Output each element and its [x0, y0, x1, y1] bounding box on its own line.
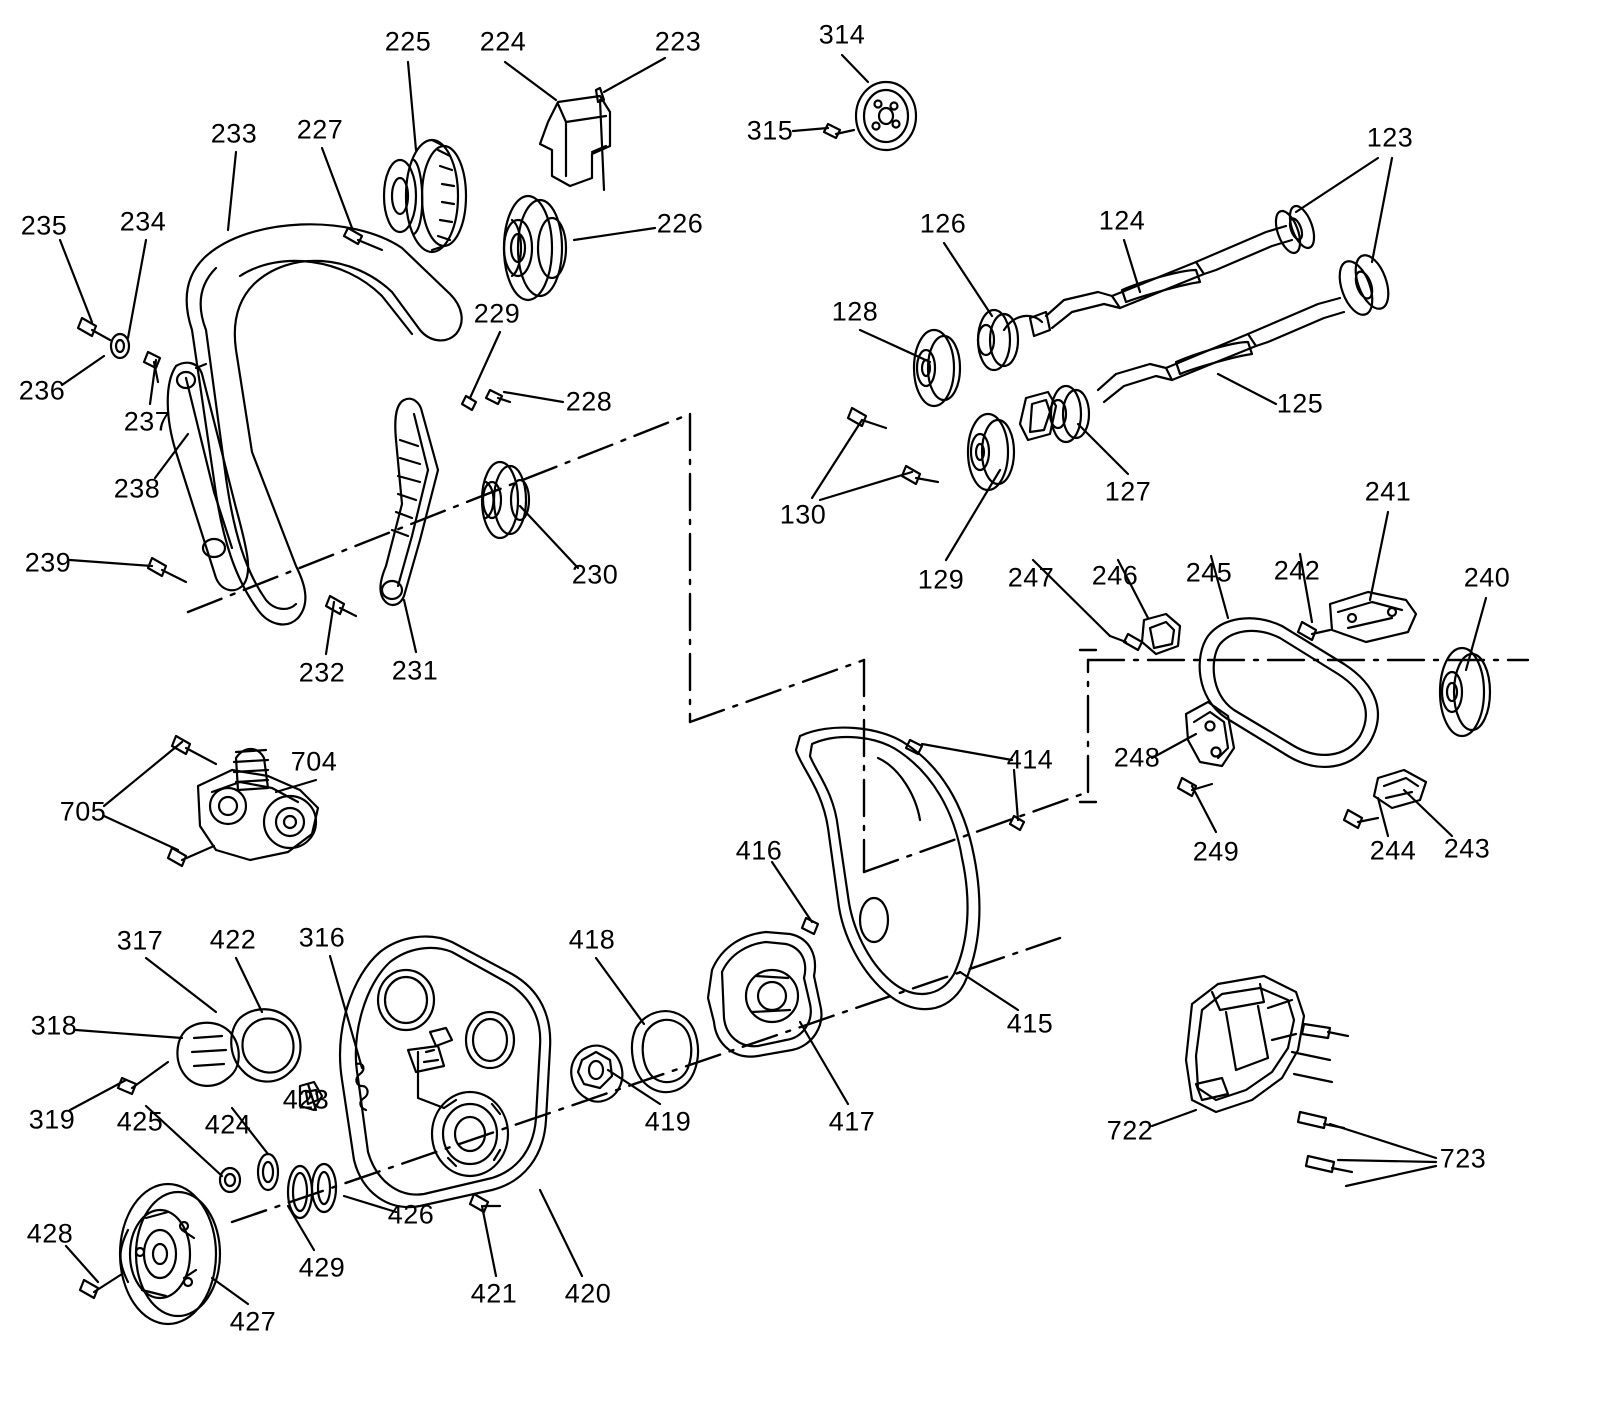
callout-247: 247: [1007, 562, 1055, 593]
callout-128: 128: [831, 296, 879, 327]
callout-129: 129: [917, 564, 965, 595]
callout-244: 244: [1369, 835, 1417, 866]
callout-234: 234: [119, 206, 167, 237]
callout-229: 229: [473, 298, 521, 329]
callout-318: 318: [30, 1010, 78, 1041]
callout-233: 233: [210, 118, 258, 149]
callout-231: 231: [391, 655, 439, 686]
callout-428: 428: [26, 1218, 74, 1249]
callout-226: 226: [656, 208, 704, 239]
callout-424: 424: [204, 1109, 252, 1140]
callout-427: 427: [229, 1306, 277, 1337]
callout-224: 224: [479, 26, 527, 57]
callout-240: 240: [1463, 562, 1511, 593]
callout-248: 248: [1113, 742, 1161, 773]
callout-130: 130: [779, 499, 827, 530]
callout-249: 249: [1192, 836, 1240, 867]
callout-230: 230: [571, 559, 619, 590]
callout-319: 319: [28, 1104, 76, 1135]
callout-704: 704: [290, 746, 338, 777]
callout-228: 228: [565, 386, 613, 417]
callout-426: 426: [387, 1199, 435, 1230]
callout-420: 420: [564, 1278, 612, 1309]
callout-236: 236: [18, 375, 66, 406]
callout-414: 414: [1006, 744, 1054, 775]
callout-242: 242: [1273, 555, 1321, 586]
callout-238: 238: [113, 473, 161, 504]
callout-223: 223: [654, 26, 702, 57]
callout-429: 429: [298, 1252, 346, 1283]
callout-314: 314: [818, 19, 866, 50]
callout-124: 124: [1098, 205, 1146, 236]
callout-315: 315: [746, 115, 794, 146]
callout-419: 419: [644, 1106, 692, 1137]
callout-246: 246: [1091, 560, 1139, 591]
callout-316: 316: [298, 922, 346, 953]
callout-705: 705: [59, 796, 107, 827]
callout-723: 723: [1439, 1143, 1487, 1174]
callout-417: 417: [828, 1106, 876, 1137]
callout-232: 232: [298, 657, 346, 688]
callout-415: 415: [1006, 1008, 1054, 1039]
callout-317: 317: [116, 925, 164, 956]
callout-418: 418: [568, 924, 616, 955]
callout-125: 125: [1276, 388, 1324, 419]
callout-241: 241: [1364, 476, 1412, 507]
callout-126: 126: [919, 208, 967, 239]
callout-423: 423: [282, 1084, 330, 1115]
callout-243: 243: [1443, 833, 1491, 864]
callout-245: 245: [1185, 557, 1233, 588]
callout-239: 239: [24, 547, 72, 578]
callout-123: 123: [1366, 122, 1414, 153]
callout-416: 416: [735, 835, 783, 866]
callout-425: 425: [116, 1106, 164, 1137]
callout-422: 422: [209, 924, 257, 955]
callout-421: 421: [470, 1278, 518, 1309]
callout-225: 225: [384, 26, 432, 57]
callout-235: 235: [20, 210, 68, 241]
callout-237: 237: [123, 406, 171, 437]
callout-722: 722: [1106, 1115, 1154, 1146]
callout-227: 227: [296, 114, 344, 145]
callout-127: 127: [1104, 476, 1152, 507]
